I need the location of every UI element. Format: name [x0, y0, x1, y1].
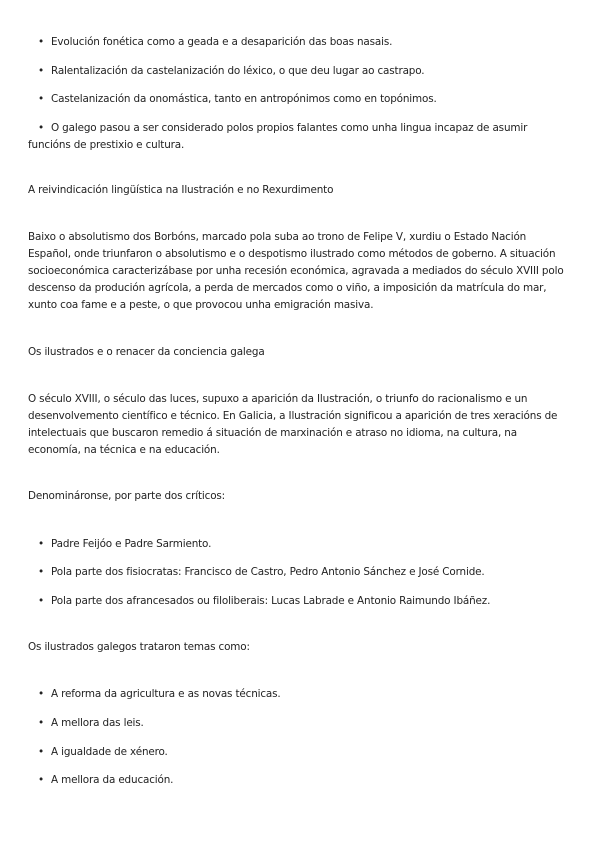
list-item: Pola parte dos fisiocratas: Francisco de Castro, Pedro Antonio Sánchez e José Cornide. — [51, 566, 485, 578]
bullet: • — [38, 595, 44, 607]
list-item: Castelanización da onomástica, tanto en antropónimos como en topónimos. — [51, 93, 437, 105]
list-item: O galego pasou a ser considerado polos propios falantes como unha lingua incapaz de asumir — [51, 122, 528, 134]
bullet: • — [38, 36, 44, 48]
list-item: Evolución fonética como a geada e a desaparición das boas nasais. — [51, 36, 393, 48]
bullet: • — [38, 717, 44, 729]
list-item: A igualdade de xénero. — [51, 746, 168, 758]
list-item: Pola parte dos afrancesados ou filoliberais: Lucas Labrade e Antonio Raimundo Ibáñez. — [51, 595, 491, 607]
paragraph-line: desenvolvemento científico e técnico. En Galicia, a Ilustración significou a aparición de tres xeracións de — [28, 410, 558, 422]
paragraph-line: Baixo o absolutismo dos Borbóns, marcado pola suba ao trono de Felipe V, xurdiu o Estado Nación — [28, 231, 527, 243]
list-item: Ralentalización da castelanización do léxico, o que deu lugar ao castrapo. — [51, 65, 425, 77]
bullet: • — [38, 93, 44, 105]
list-item-continuation: funcións de prestixio e cultura. — [28, 139, 185, 151]
list-intro: Denomináronse, por parte dos críticos: — [28, 490, 226, 502]
section-heading: A reivindicación lingüística na Ilustración e no Rexurdimento — [28, 184, 334, 196]
list-item: Padre Feijóo e Padre Sarmiento. — [51, 538, 212, 550]
bullet: • — [38, 774, 44, 786]
section-heading: Os ilustrados e o renacer da conciencia galega — [28, 346, 265, 358]
paragraph-line: intelectuais que buscaron remedio á situación de marxinación e atraso no idioma, na cultura, na — [28, 427, 517, 439]
bullet: • — [38, 566, 44, 578]
list-item: A mellora das leis. — [51, 717, 144, 729]
paragraph-line: Español, onde triunfaron o absolutismo e o despotismo ilustrado como métodos de goberno. A situación — [28, 248, 556, 260]
bullet: • — [38, 538, 44, 550]
paragraph-line: xunto coa fame e a peste, o que provocou unha emigración masiva. — [28, 299, 374, 311]
paragraph-line: O século XVIII, o século das luces, supuxo a aparición da Ilustración, o triunfo do racionalismo e un — [28, 393, 528, 405]
paragraph-line: socioeconómica caracterizábase por unha recesión económica, agravada a mediados do século XVIII polo — [28, 265, 564, 277]
list-item: A reforma da agricultura e as novas técnicas. — [51, 688, 281, 700]
paragraph-enlightenment — [28, 391, 573, 459]
list-item: A mellora da educación. — [51, 774, 174, 786]
list-intro: Os ilustrados galegos trataron temas como: — [28, 641, 250, 653]
paragraph-line: descenso da produción agrícola, a perda de mercados como o viño, a imposición da matrícula do mar, — [28, 282, 547, 294]
paragraph-absolutism — [28, 229, 573, 314]
bullet: • — [38, 122, 44, 134]
bullet: • — [38, 65, 44, 77]
bullet: • — [38, 746, 44, 758]
paragraph-line: economía, na técnica e na educación. — [28, 444, 220, 456]
bullet: • — [38, 688, 44, 700]
